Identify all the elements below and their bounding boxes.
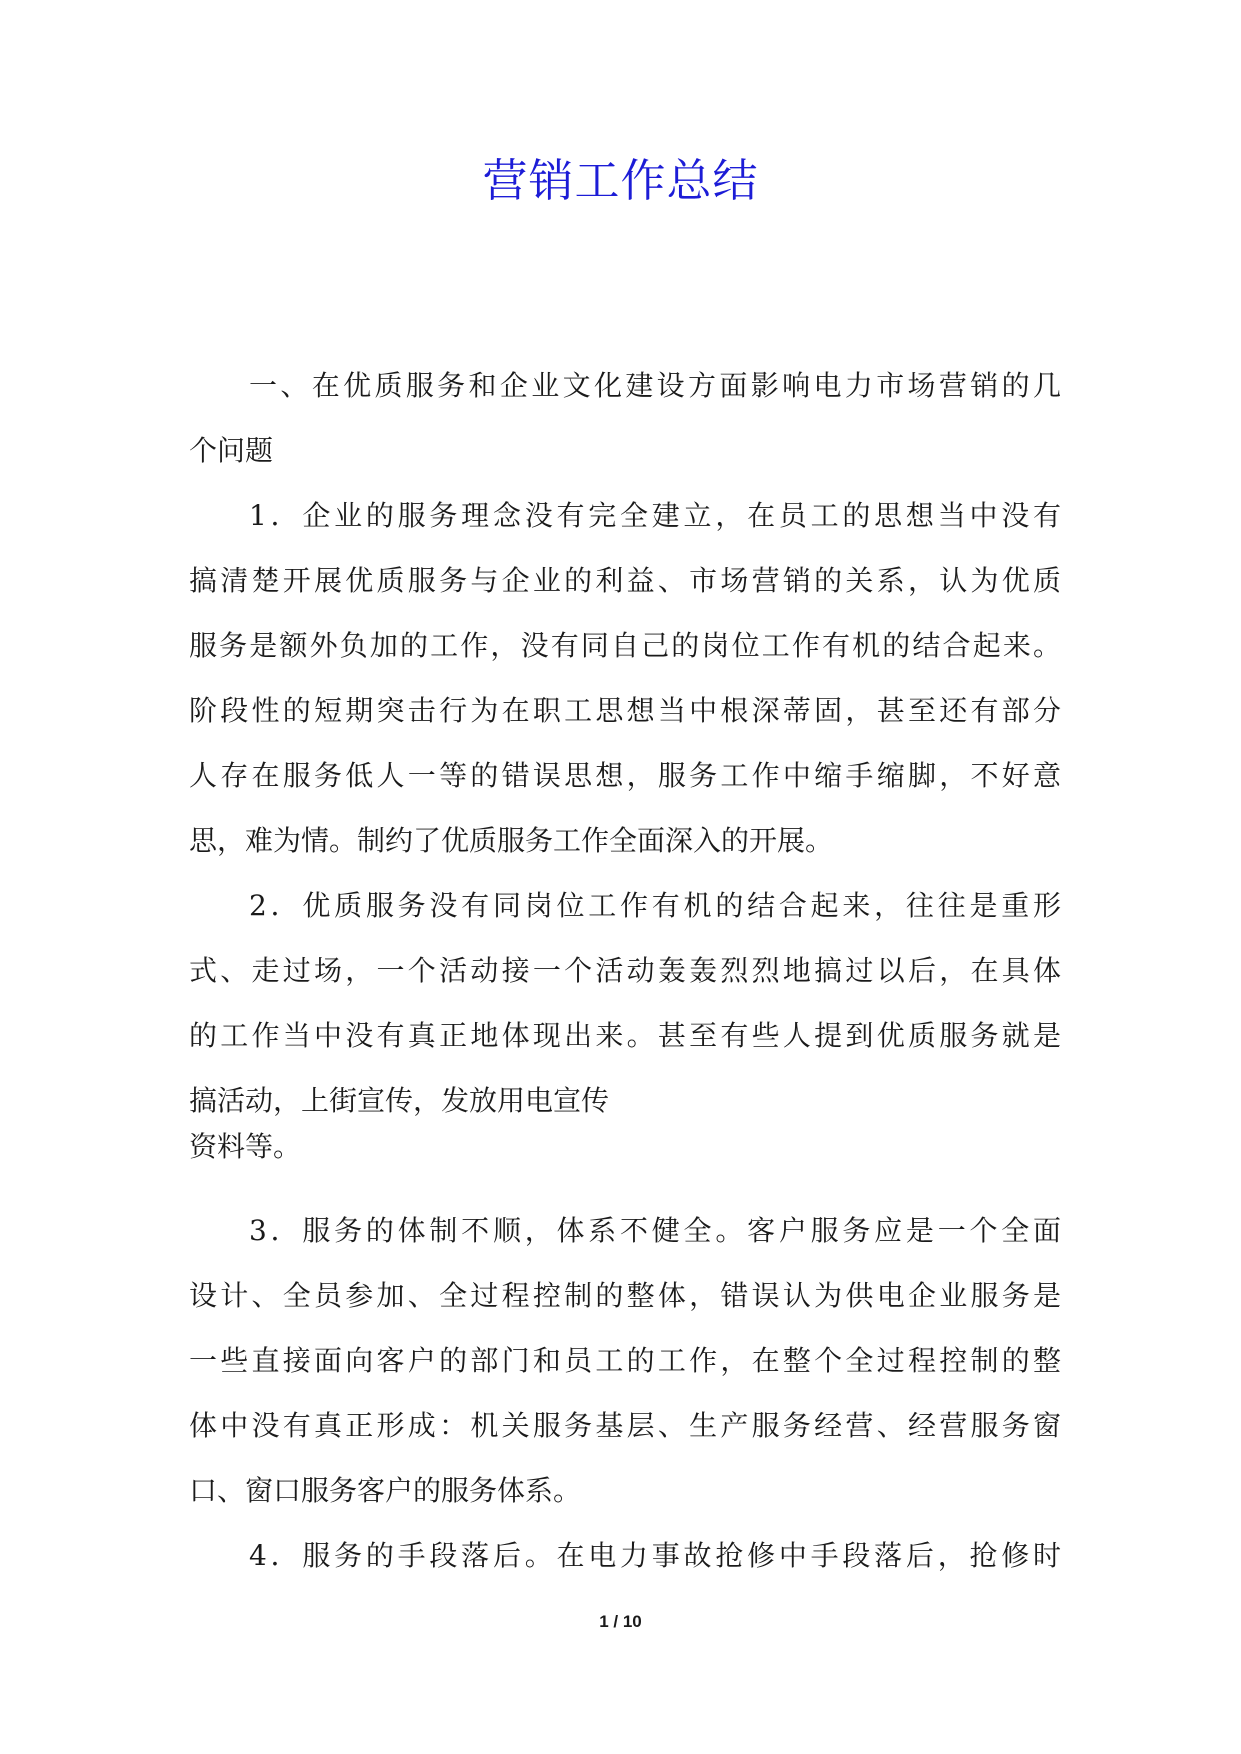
text-line: 个问题 <box>189 434 274 467</box>
text-line: 体中没有真正形成：机关服务基层、生产服务经营、经营服务窗 <box>189 1409 1061 1442</box>
text-line: 3．服务的体制不顺，体系不健全。客户服务应是一个全面 <box>249 1214 1061 1247</box>
page-number: 1 / 10 <box>599 1612 642 1631</box>
text-line: 4．服务的手段落后。在电力事故抢修中手段落后，抢修时 <box>249 1539 1061 1572</box>
text-line: 思，难为情。制约了优质服务工作全面深入的开展。 <box>189 824 834 857</box>
text-line: 1．企业的服务理念没有完全建立，在员工的思想当中没有 <box>249 499 1061 532</box>
text-line: 一些直接面向客户的部门和员工的工作，在整个全过程控制的整 <box>189 1344 1061 1377</box>
text-line: 服务是额外负加的工作，没有同自己的岗位工作有机的结合起来。 <box>189 629 1061 662</box>
text-line: 阶段性的短期突击行为在职工思想当中根深蒂固，甚至还有部分 <box>189 694 1061 727</box>
text-line: 2．优质服务没有同岗位工作有机的结合起来，往往是重形 <box>249 889 1061 922</box>
document-body <box>189 353 1061 1588</box>
text-line: 资料等。 <box>189 1130 302 1163</box>
text-line: 口、窗口服务客户的服务体系。 <box>189 1474 582 1507</box>
text-line: 一、在优质服务和企业文化建设方面影响电力市场营销的几 <box>249 369 1061 402</box>
text-line: 搞活动，上街宣传，发放用电宣传 <box>189 1084 610 1117</box>
text-line: 的工作当中没有真正地体现出来。甚至有些人提到优质服务就是 <box>189 1019 1061 1052</box>
text-line: 人存在服务低人一等的错误思想，服务工作中缩手缩脚，不好意 <box>189 759 1061 792</box>
text-line: 搞清楚开展优质服务与企业的利益、市场营销的关系，认为优质 <box>189 564 1061 597</box>
text-line: 式、走过场，一个活动接一个活动轰轰烈烈地搞过以后，在具体 <box>189 954 1061 987</box>
document-title: 营销工作总结 <box>482 154 759 207</box>
text-line: 设计、全员参加、全过程控制的整体，错误认为供电企业服务是 <box>189 1279 1061 1312</box>
